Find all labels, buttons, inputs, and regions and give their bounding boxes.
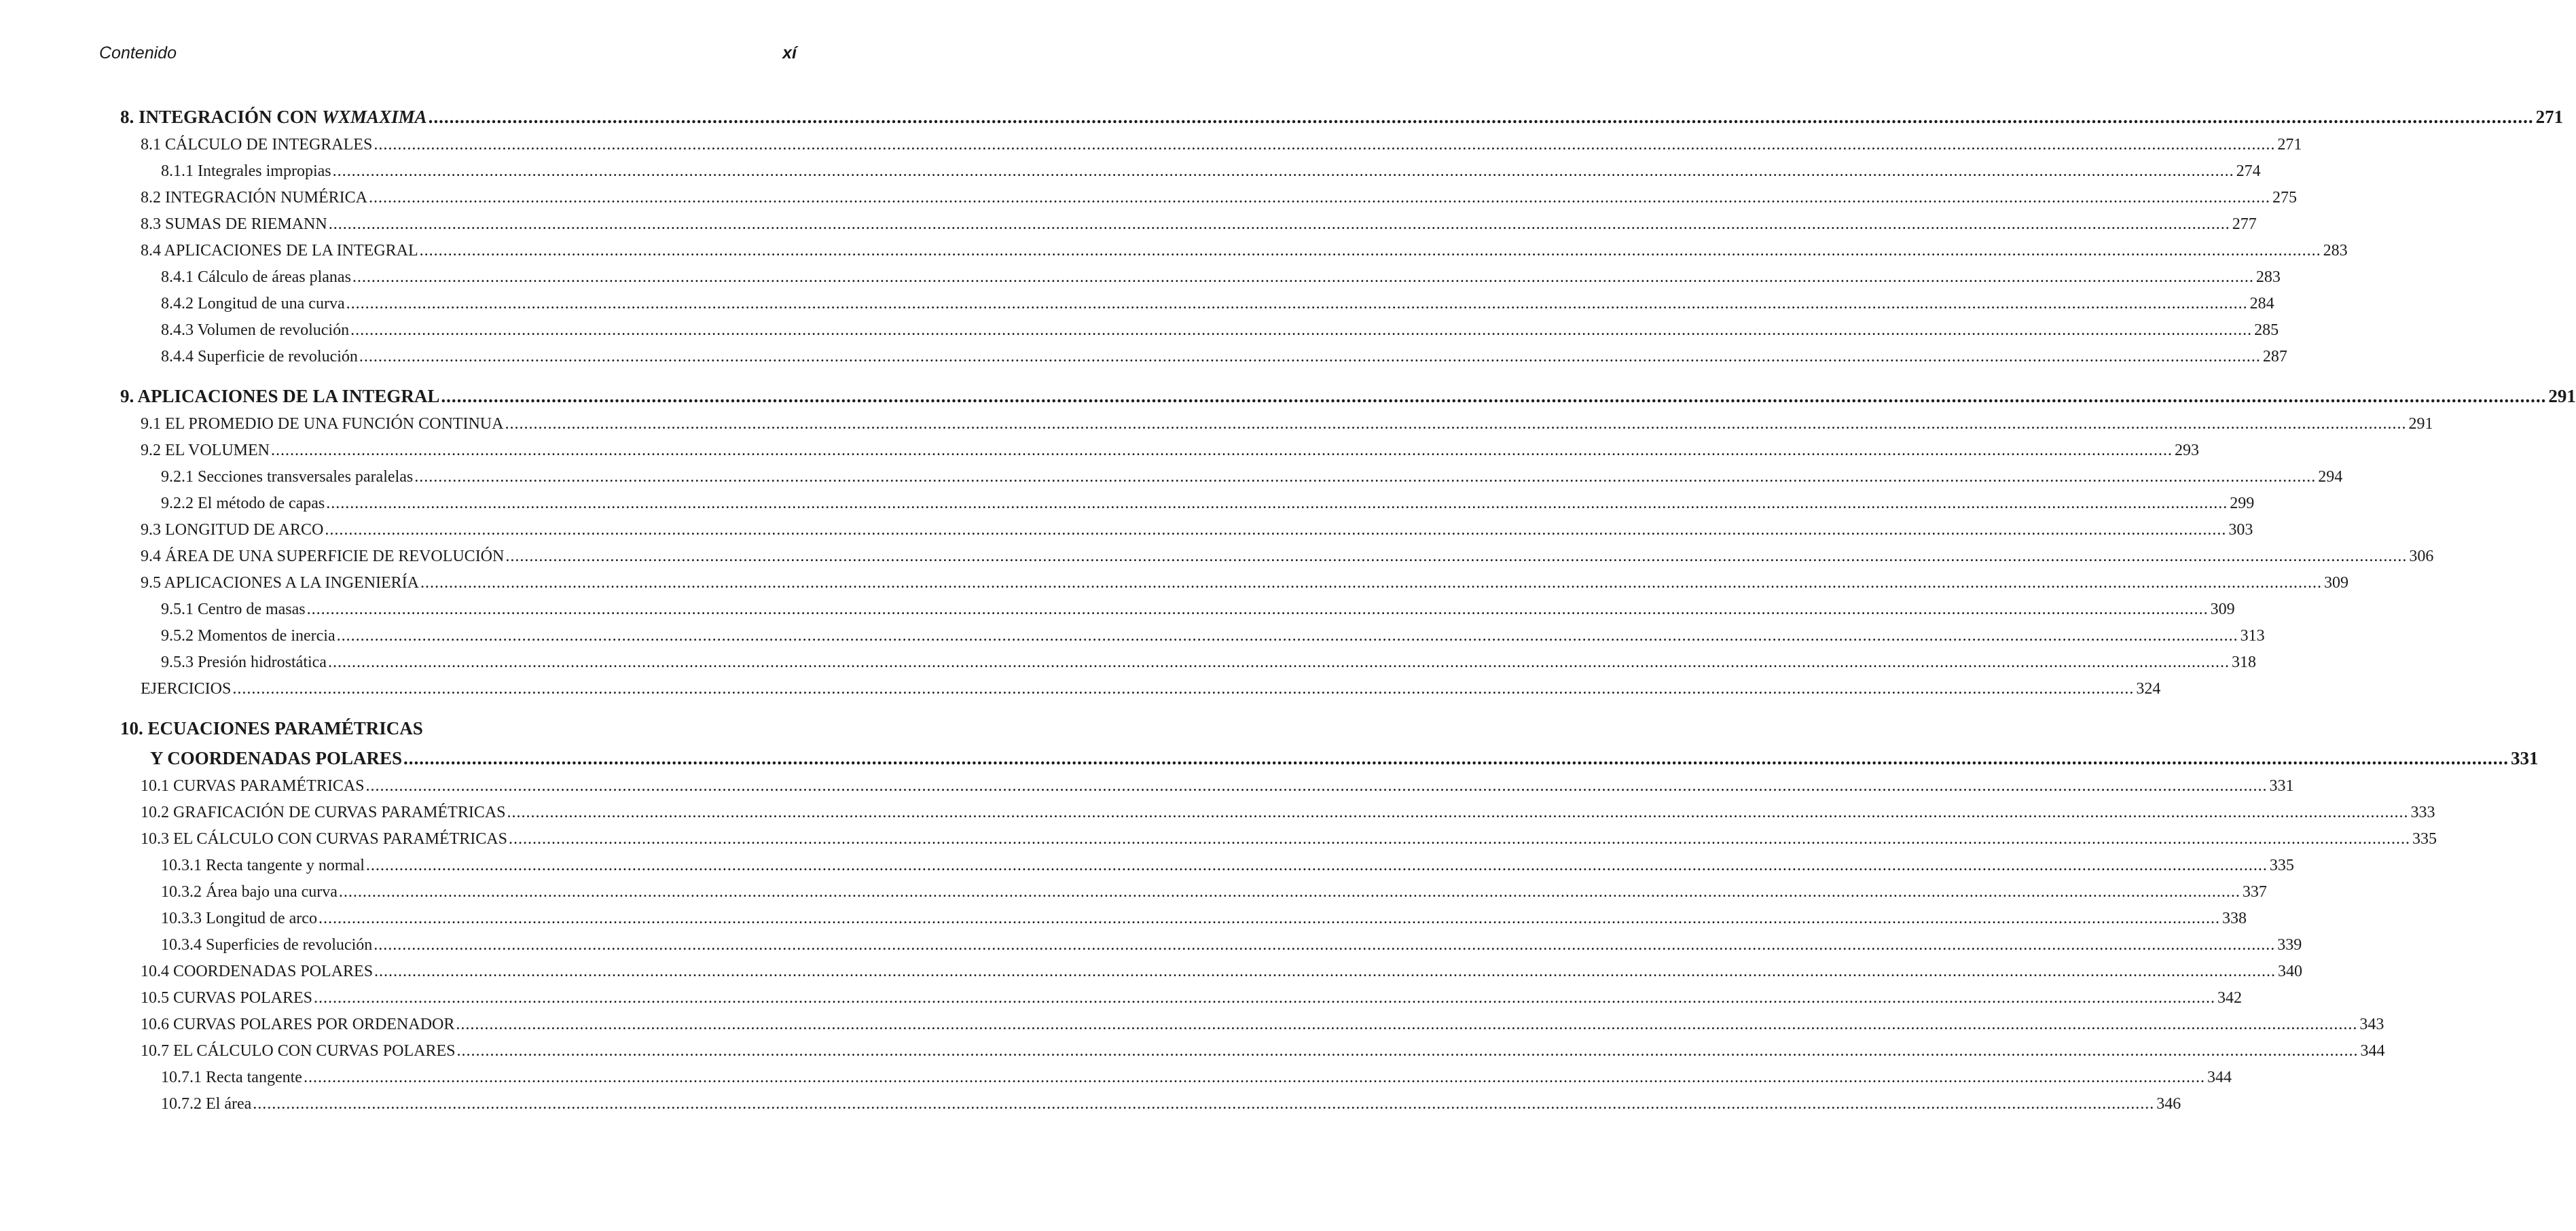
toc-chapter-label: Y COORDENADAS POLARES: [150, 748, 403, 768]
toc-entry-label: 10.3.3 Longitud de arco: [161, 910, 317, 927]
toc-entry[interactable]: [120, 344, 2287, 370]
toc-leader-dots: ................................................................................................................................................................................................................................................................................................................................................................................................................: [508, 830, 2410, 848]
toc-entry[interactable]: [120, 132, 2302, 158]
toc-chapter-10[interactable]: [120, 743, 2539, 773]
toc-page-number: 299: [2230, 495, 2255, 512]
toc-page-number: 275: [2272, 189, 2297, 207]
toc-entry[interactable]: [120, 959, 2303, 985]
toc-leader-dots: ................................................................................................................................................................................................................................................................................................................................................................................................................: [338, 883, 2241, 901]
toc-leader-dots: ................................................................................................................................................................................................................................................................................................................................................................................................................: [303, 1069, 2205, 1086]
toc-leader-dots: ................................................................................................................................................................................................................................................................................................................................................................................................................: [368, 189, 2270, 207]
toc-entry-label: 10.2 GRAFICACIÓN DE CURVAS PARAMÉTRICAS: [141, 804, 506, 821]
toc-page-number: 285: [2254, 321, 2279, 339]
toc-entry-label: 10.6 CURVAS POLARES POR ORDENADOR: [141, 1016, 455, 1033]
toc-page-number: 324: [2136, 680, 2161, 698]
toc-page-number: 318: [2231, 654, 2256, 671]
toc-chapter-label: 9. APLICACIONES DE LA INTEGRAL: [120, 386, 440, 406]
toc-entry[interactable]: [120, 185, 2297, 211]
toc-page-number: 344: [2360, 1042, 2385, 1060]
toc-leader-dots: ................................................................................................................................................................................................................................................................................................................................................................................................................: [306, 601, 2209, 618]
toc-entry[interactable]: [120, 826, 2437, 853]
toc-entry[interactable]: [120, 291, 2274, 317]
toc-leader-dots: ................................................................................................................................................................................................................................................................................................................................................................................................................: [318, 910, 2220, 927]
toc-entry[interactable]: [120, 853, 2294, 879]
toc-entry-label: 10.3.2 Área bajo una curva: [161, 883, 338, 901]
toc-page-number: 343: [2359, 1016, 2384, 1033]
toc-leader-dots: ................................................................................................................................................................................................................................................................................................................................................................................................................: [328, 215, 2230, 233]
toc-page-number: 294: [2318, 468, 2343, 486]
toc-page-number: 271: [2277, 136, 2302, 154]
toc-page-number: 331: [2269, 777, 2294, 795]
toc-leader-dots: ................................................................................................................................................................................................................................................................................................................................................................................................................: [326, 495, 2228, 512]
toc-leader-dots: ................................................................................................................................................................................................................................................................................................................................................................................................................: [365, 777, 2268, 795]
toc-entry-label: 9.5 APLICACIONES A LA INGENIERÍA: [141, 574, 420, 592]
toc-entry-label: 8.1 CÁLCULO DE INTEGRALES: [141, 136, 373, 154]
toc-entry[interactable]: [120, 438, 2199, 464]
toc-entry-label: 10.3 EL CÁLCULO CON CURVAS PARAMÉTRICAS: [141, 830, 507, 848]
running-head: [99, 43, 797, 71]
toc-leader-dots: ................................................................................................................................................................................................................................................................................................................................................................................................................: [403, 748, 2509, 768]
toc-leader-dots: ................................................................................................................................................................................................................................................................................................................................................................................................................: [365, 857, 2268, 874]
toc-entry-label: 8.3 SUMAS DE RIEMANN: [141, 215, 327, 233]
toc-leader-dots: ................................................................................................................................................................................................................................................................................................................................................................................................................: [346, 295, 2248, 313]
toc-page-number: 335: [2269, 857, 2294, 874]
toc-page-number: 337: [2242, 883, 2267, 901]
toc-entry[interactable]: [120, 1012, 2384, 1038]
toc-entry-label: 9.5.2 Momentos de inercia: [161, 627, 335, 645]
toc-entry-label: 8.4.1 Cálculo de áreas planas: [161, 268, 351, 286]
toc-page-number: 309: [2324, 574, 2349, 592]
toc-leader-dots: ................................................................................................................................................................................................................................................................................................................................................................................................................: [336, 627, 2238, 645]
toc-entry[interactable]: [120, 238, 2348, 264]
toc-entry-label: 9.2.1 Secciones transversales paralelas: [161, 468, 414, 486]
toc-page-number: 342: [2217, 989, 2243, 1007]
running-head-page-number: xí: [782, 43, 797, 63]
toc-page-number: 309: [2210, 601, 2235, 618]
toc-entry[interactable]: [120, 649, 2256, 676]
toc-entry[interactable]: [120, 1091, 2181, 1118]
toc-chapter-label: 8. INTEGRACIÓN CON WXMAXIMA: [120, 107, 427, 127]
toc-entry[interactable]: [120, 570, 2349, 596]
toc-leader-dots: ................................................................................................................................................................................................................................................................................................................................................................................................................: [428, 107, 2534, 127]
toc-page-number: 306: [2409, 548, 2434, 565]
toc-leader-dots: ................................................................................................................................................................................................................................................................................................................................................................................................................: [314, 989, 2216, 1007]
toc-page-number: 333: [2410, 804, 2435, 821]
toc-page-number: 344: [2207, 1069, 2232, 1086]
toc-chapter-10-title-line1[interactable]: 10. ECUACIONES PARAMÉTRICAS: [120, 718, 423, 738]
toc-page-number: 339: [2277, 936, 2302, 954]
toc-page-number: 293: [2174, 442, 2199, 459]
toc-chapter-9[interactable]: [120, 381, 2576, 411]
toc-leader-dots: ................................................................................................................................................................................................................................................................................................................................................................................................................: [352, 268, 2254, 286]
toc-entry[interactable]: [120, 773, 2294, 800]
toc-entry-label: 9.4 ÁREA DE UNA SUPERFICIE DE REVOLUCIÓN: [141, 548, 505, 565]
toc-entry-label: 10.4 COORDENADAS POLARES: [141, 963, 374, 980]
toc-entry[interactable]: [120, 264, 2281, 291]
toc-entry[interactable]: [120, 464, 2343, 490]
toc-entry[interactable]: [120, 1038, 2385, 1065]
toc-page-number: 313: [2240, 627, 2265, 645]
toc-leader-dots: ................................................................................................................................................................................................................................................................................................................................................................................................................: [350, 321, 2253, 339]
toc-entry-label: 8.2 INTEGRACIÓN NUMÉRICA: [141, 189, 367, 207]
toc-entry[interactable]: [120, 317, 2279, 344]
toc-page-number: 335: [2412, 830, 2437, 848]
toc-leader-dots: ................................................................................................................................................................................................................................................................................................................................................................................................................: [507, 804, 2409, 821]
toc-leader-dots: ................................................................................................................................................................................................................................................................................................................................................................................................................: [232, 680, 2135, 698]
toc-entry-label: 10.7 EL CÁLCULO CON CURVAS POLARES: [141, 1042, 456, 1060]
toc-leader-dots: ................................................................................................................................................................................................................................................................................................................................................................................................................: [374, 936, 2276, 954]
toc-entry-label: 9.5.1 Centro de masas: [161, 601, 306, 618]
toc-leader-dots: ................................................................................................................................................................................................................................................................................................................................................................................................................: [374, 136, 2276, 154]
toc-entry[interactable]: [120, 676, 2161, 702]
toc-leader-dots: ................................................................................................................................................................................................................................................................................................................................................................................................................: [270, 442, 2173, 459]
toc-entry-label: 10.3.1 Recta tangente y normal: [161, 857, 365, 874]
toc-entry-label: 9.1 EL PROMEDIO DE UNA FUNCIÓN CONTINUA: [141, 415, 504, 433]
toc-entry[interactable]: [120, 411, 2433, 438]
toc-entry-label: 8.4 APLICACIONES DE LA INTEGRAL: [141, 242, 418, 260]
toc-leader-dots: ................................................................................................................................................................................................................................................................................................................................................................................................................: [420, 574, 2323, 592]
toc-entry[interactable]: [120, 517, 2253, 543]
toc-page-number: 271: [2535, 107, 2564, 127]
toc-entry-label: 8.4.3 Volumen de revolución: [161, 321, 350, 339]
toc-page-number: 346: [2156, 1095, 2181, 1113]
toc-entry-label: 10.7.1 Recta tangente: [161, 1069, 302, 1086]
toc-leader-dots: ................................................................................................................................................................................................................................................................................................................................................................................................................: [419, 242, 2321, 260]
table-of-contents: [120, 102, 2576, 1118]
toc-entry-label: 10.3.4 Superficies de revolución: [161, 936, 373, 954]
toc-chapter-8[interactable]: [120, 102, 2564, 132]
toc-entry[interactable]: [120, 879, 2267, 906]
toc-page-number: 291: [2548, 386, 2576, 406]
running-head-title: Contenido: [99, 43, 177, 63]
toc-page-number: 291: [2408, 415, 2433, 433]
toc-entry[interactable]: [120, 490, 2255, 517]
toc-page-number: 274: [2236, 162, 2261, 180]
toc-leader-dots: ................................................................................................................................................................................................................................................................................................................................................................................................................: [456, 1016, 2358, 1033]
toc-entry-label: 8.4.4 Superficie de revolución: [161, 348, 358, 365]
toc-entry-label: 10.5 CURVAS POLARES: [141, 989, 313, 1007]
toc-entry-label: 8.4.2 Longitud de una curva: [161, 295, 345, 313]
toc-page-number: 283: [2255, 268, 2281, 286]
toc-entry[interactable]: [120, 158, 2261, 185]
toc-leader-dots: ................................................................................................................................................................................................................................................................................................................................................................................................................: [325, 521, 2227, 539]
toc-entry[interactable]: [120, 543, 2434, 570]
toc-page-number: 340: [2278, 963, 2303, 980]
toc-leader-dots: ................................................................................................................................................................................................................................................................................................................................................................................................................: [441, 386, 2547, 406]
toc-page-number: 277: [2232, 215, 2257, 233]
toc-leader-dots: ................................................................................................................................................................................................................................................................................................................................................................................................................: [414, 468, 2317, 486]
toc-leader-dots: ................................................................................................................................................................................................................................................................................................................................................................................................................: [505, 548, 2408, 565]
toc-leader-dots: ................................................................................................................................................................................................................................................................................................................................................................................................................: [359, 348, 2261, 365]
toc-entry-label: 8.1.1 Integrales impropias: [161, 162, 331, 180]
toc-page-number: 331: [2511, 748, 2539, 768]
toc-entry-label: 9.5.3 Presión hidrostática: [161, 654, 327, 671]
toc-leader-dots: ................................................................................................................................................................................................................................................................................................................................................................................................................: [253, 1095, 2155, 1113]
toc-entry-label: 9.2 EL VOLUMEN: [141, 442, 270, 459]
toc-entry[interactable]: [120, 906, 2247, 932]
toc-page-number: 338: [2221, 910, 2247, 927]
toc-leader-dots: ................................................................................................................................................................................................................................................................................................................................................................................................................: [327, 654, 2230, 671]
toc-entry-label: 9.2.2 El método de capas: [161, 495, 325, 512]
toc-leader-dots: ................................................................................................................................................................................................................................................................................................................................................................................................................: [505, 415, 2407, 433]
toc-entry-label: EJERCICIOS: [141, 680, 232, 698]
toc-leader-dots: ................................................................................................................................................................................................................................................................................................................................................................................................................: [374, 963, 2276, 980]
toc-page-number: 303: [2228, 521, 2253, 539]
toc-page-number: 287: [2262, 348, 2287, 365]
toc-page-number: 283: [2323, 242, 2348, 260]
toc-leader-dots: ................................................................................................................................................................................................................................................................................................................................................................................................................: [456, 1042, 2359, 1060]
toc-entry[interactable]: [120, 800, 2435, 826]
toc-entry-label: 9.3 LONGITUD DE ARCO: [141, 521, 324, 539]
toc-entry[interactable]: [120, 623, 2265, 649]
toc-leader-dots: ................................................................................................................................................................................................................................................................................................................................................................................................................: [332, 162, 2234, 180]
toc-entry[interactable]: [120, 211, 2257, 238]
toc-page-number: 284: [2249, 295, 2274, 313]
toc-entry[interactable]: [120, 596, 2235, 623]
toc-entry-label: 10.1 CURVAS PARAMÉTRICAS: [141, 777, 365, 795]
toc-entry[interactable]: [120, 1065, 2232, 1091]
toc-entry[interactable]: [120, 985, 2243, 1012]
toc-entry-label: 10.7.2 El área: [161, 1095, 252, 1113]
toc-entry[interactable]: [120, 932, 2302, 959]
